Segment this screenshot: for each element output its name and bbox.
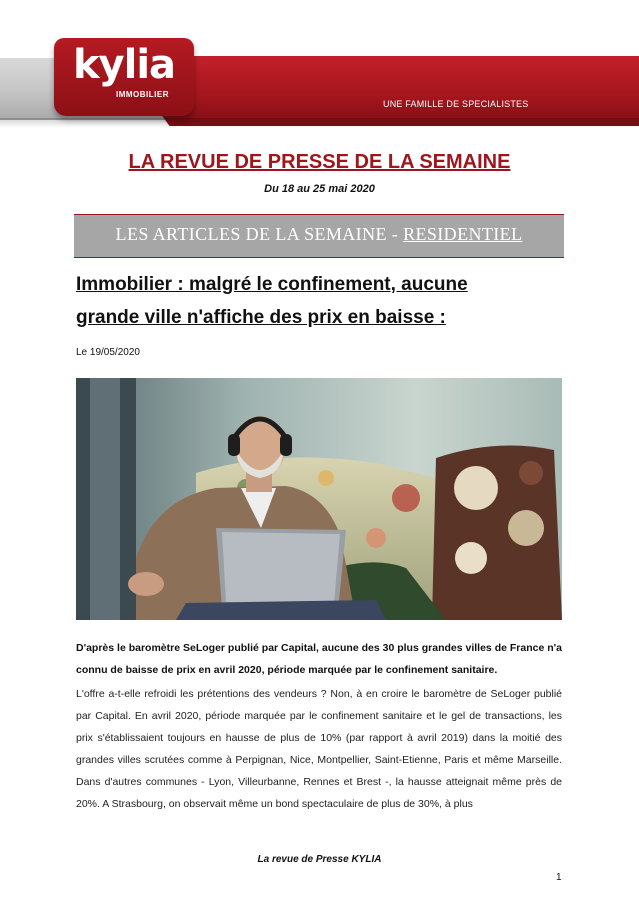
article-headline (76, 268, 566, 334)
logo-wordmark: kylia (72, 42, 176, 88)
section-header (74, 214, 564, 258)
kylia-logo (54, 38, 194, 116)
banner-red-band (150, 56, 639, 126)
article-lead: D'après le baromètre SeLoger publié par Capital, aucune des 30 plus grandes villes de France n'a connu de baisse de prix en avril 2020, période marquée par le confinement sanitaire. (76, 642, 562, 676)
section-category: RESIDENTIEL (403, 224, 523, 244)
man-with-headphones-illustration (76, 378, 562, 620)
banner-tagline: UNE FAMILLE DE SPECIALISTES (383, 99, 529, 109)
section-title (74, 224, 564, 245)
header-banner (0, 38, 639, 130)
article-photo (76, 378, 562, 620)
article-body: L'offre a-t-elle refroidi les prétentions des vendeurs ? Non, à en croire le baromètre de SeLoger publié par Capital. En avril 2020, période marquée par le confinement sanitaire et le gel de transactions, les prix s'établissaient toujours en hausse de plus de 10% (par rapport à avril 2019) dans la moitié des grandes villes scrutées comme à Perpignan, Nice, Montpellier, Saint-Etienne, Paris et même Marseille. Dans d'autres communes - Lyon, Villeurbanne, Rennes et Brest -, la hausse atteignait même près de 20%. A Strasbourg, on observait même un bond spectaculaire de plus de 30%, à plus (76, 688, 562, 810)
banner-shadow (0, 118, 639, 128)
date-range: Du 18 au 25 mai 2020 (264, 183, 375, 195)
article-date: Le 19/05/2020 (76, 347, 140, 358)
section-prefix: LES ARTICLES DE LA SEMAINE - (115, 224, 404, 244)
headline-line-2: grande ville n'affiche des prix en baisse : (76, 307, 446, 328)
logo-subtitle: IMMOBILIER (116, 90, 169, 99)
page-number: 1 (556, 872, 562, 883)
footer-text: La revue de Presse KYLIA (257, 854, 382, 865)
headline-line-1: Immobilier : malgré le confinement, aucune (76, 274, 468, 295)
page-title: LA REVUE DE PRESSE DE LA SEMAINE (128, 151, 511, 173)
